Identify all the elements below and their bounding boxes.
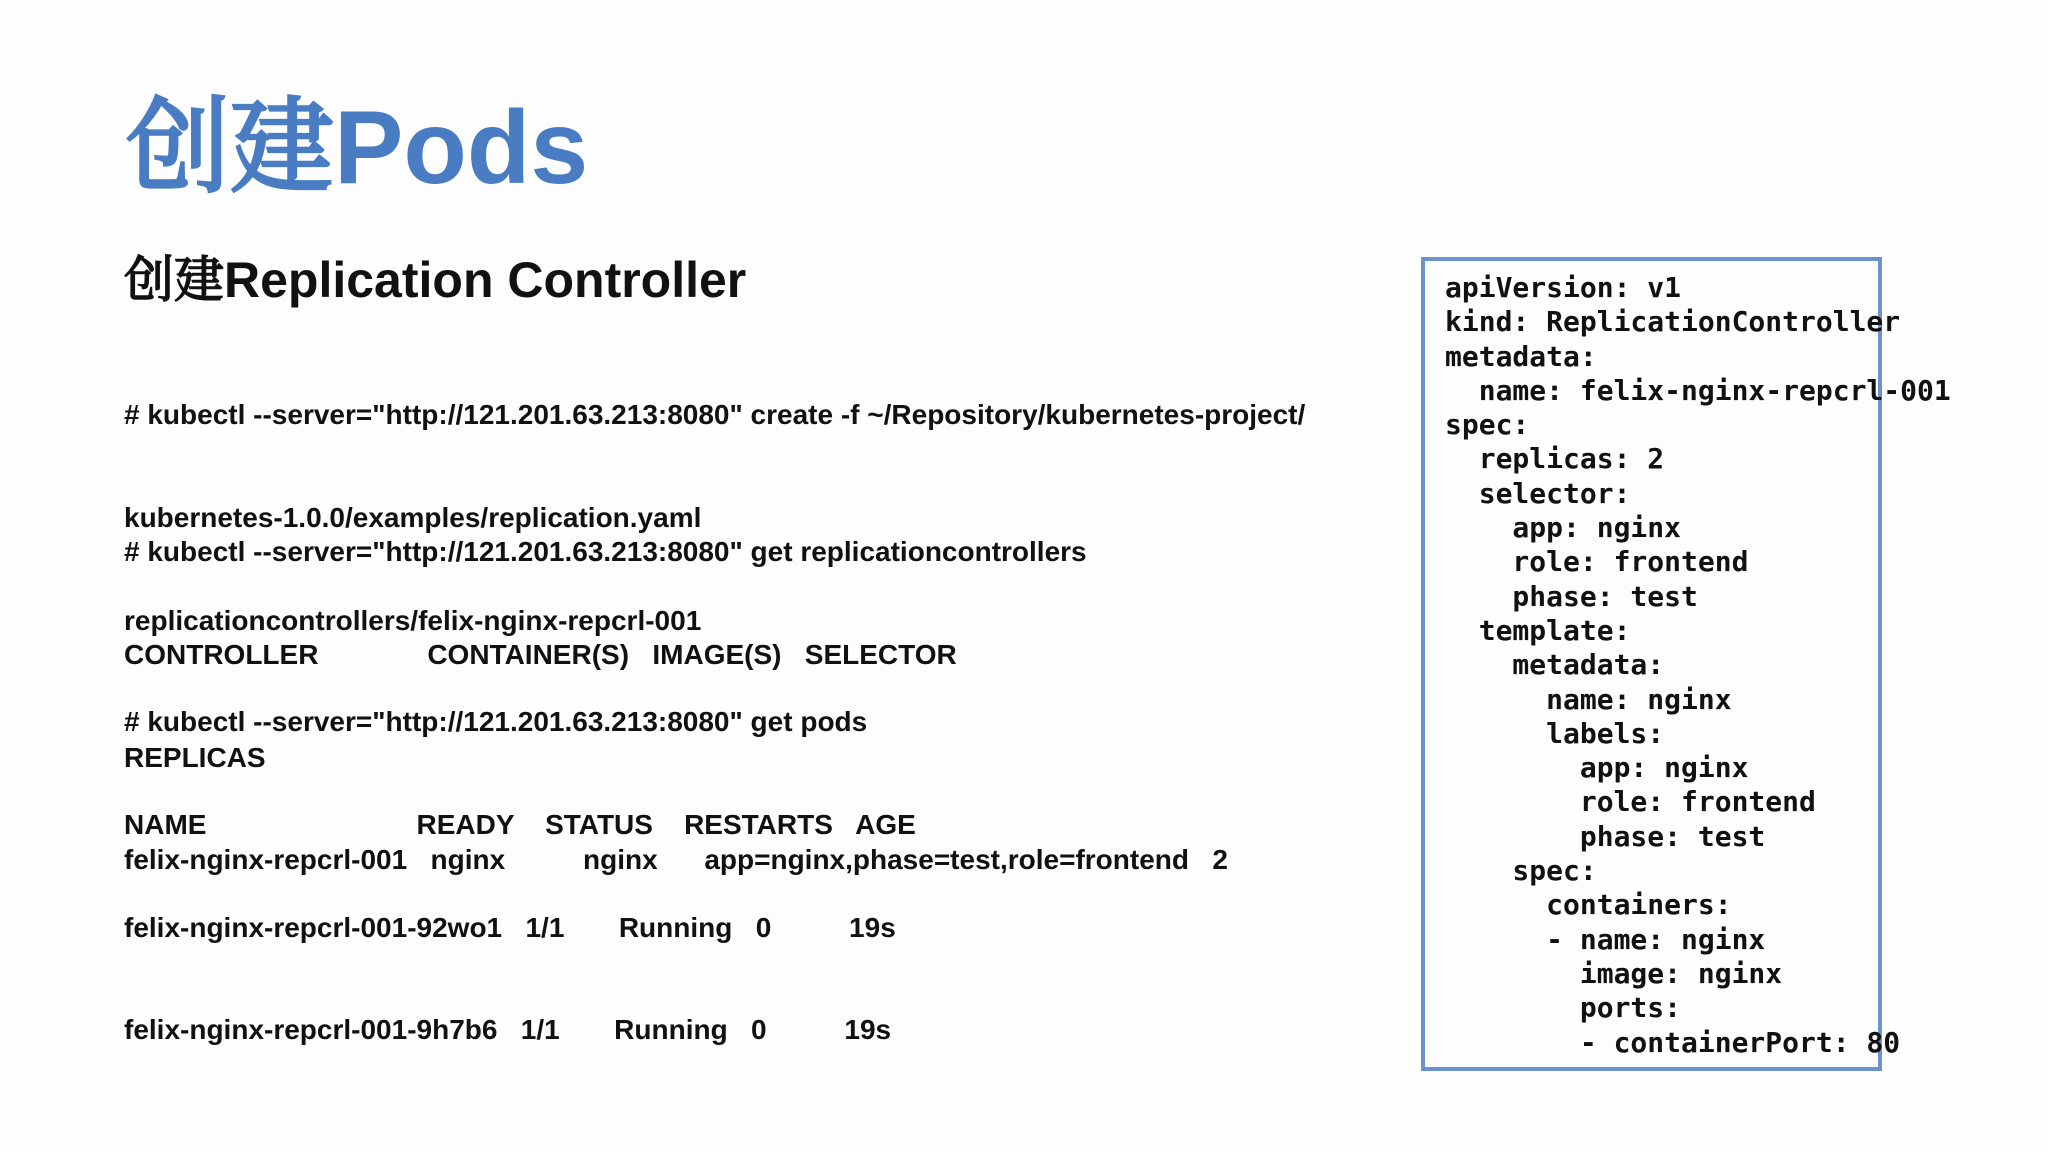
yaml-line: containers: xyxy=(1445,888,1732,922)
yaml-content xyxy=(1445,271,1951,1060)
command-line: # kubectl --server="http://121.201.63.213:8080" create -f ~/Repository/kubernetes-project/ xyxy=(124,399,1306,431)
table-row: felix-nginx-repcrl-001 nginx nginx app=nginx,phase=test,role=frontend 2 xyxy=(124,844,1228,876)
yaml-line: phase: test xyxy=(1445,579,1698,613)
yaml-line: kind: ReplicationController xyxy=(1445,305,1901,339)
yaml-line: app: nginx xyxy=(1445,511,1682,545)
command-output-line: replicationcontrollers/felix-nginx-repcrl-001 xyxy=(124,604,702,636)
yaml-line: apiVersion: v1 xyxy=(1445,271,1682,304)
table-header: CONTROLLER CONTAINER(S) IMAGE(S) SELECTOR xyxy=(124,639,957,670)
yaml-line: metadata: xyxy=(1445,339,1597,373)
yaml-line: spec: xyxy=(1445,854,1597,888)
yaml-line: - containerPort: 80 xyxy=(1445,1025,1901,1059)
yaml-line: phase: test xyxy=(1445,819,1766,853)
table-header: NAME READY STATUS RESTARTS AGE xyxy=(124,809,916,840)
yaml-line: replicas: 2 xyxy=(1445,442,1665,476)
table-row: felix-nginx-repcrl-001-9h7b6 1/1 Running 0 19s xyxy=(124,1014,892,1046)
command-line: # kubectl --server="http://121.201.63.213:8080" get replicationcontrollers xyxy=(124,536,1087,568)
yaml-line: ports: xyxy=(1445,991,1682,1025)
yaml-line: metadata: xyxy=(1445,648,1665,682)
yaml-line: selector: xyxy=(1445,476,1631,510)
section-heading: 创建Replication Controller xyxy=(124,252,747,308)
table-row: felix-nginx-repcrl-001-92wo1 1/1 Running 0 19s xyxy=(124,911,896,943)
yaml-line: spec: xyxy=(1445,408,1530,442)
yaml-line: name: nginx xyxy=(1445,682,1732,716)
yaml-code-box xyxy=(1421,257,1951,1071)
yaml-line: name: felix-nginx-repcrl-001 xyxy=(1445,373,1951,407)
table-header: REPLICAS xyxy=(124,741,266,773)
command-line: kubernetes-1.0.0/examples/replication.yaml xyxy=(124,502,702,533)
get-pods-command-block xyxy=(124,637,916,1082)
yaml-line: app: nginx xyxy=(1445,751,1749,785)
yaml-line: labels: xyxy=(1445,716,1665,750)
slide-title: 创建Pods xyxy=(126,90,589,206)
yaml-line: image: nginx xyxy=(1445,956,1783,990)
yaml-line: template: xyxy=(1445,613,1631,647)
yaml-line: - name: nginx xyxy=(1445,922,1766,956)
command-line: # kubectl --server="http://121.201.63.213:8080" get pods xyxy=(124,706,868,738)
yaml-line: role: frontend xyxy=(1445,785,1816,819)
yaml-line: role: frontend xyxy=(1445,545,1749,579)
